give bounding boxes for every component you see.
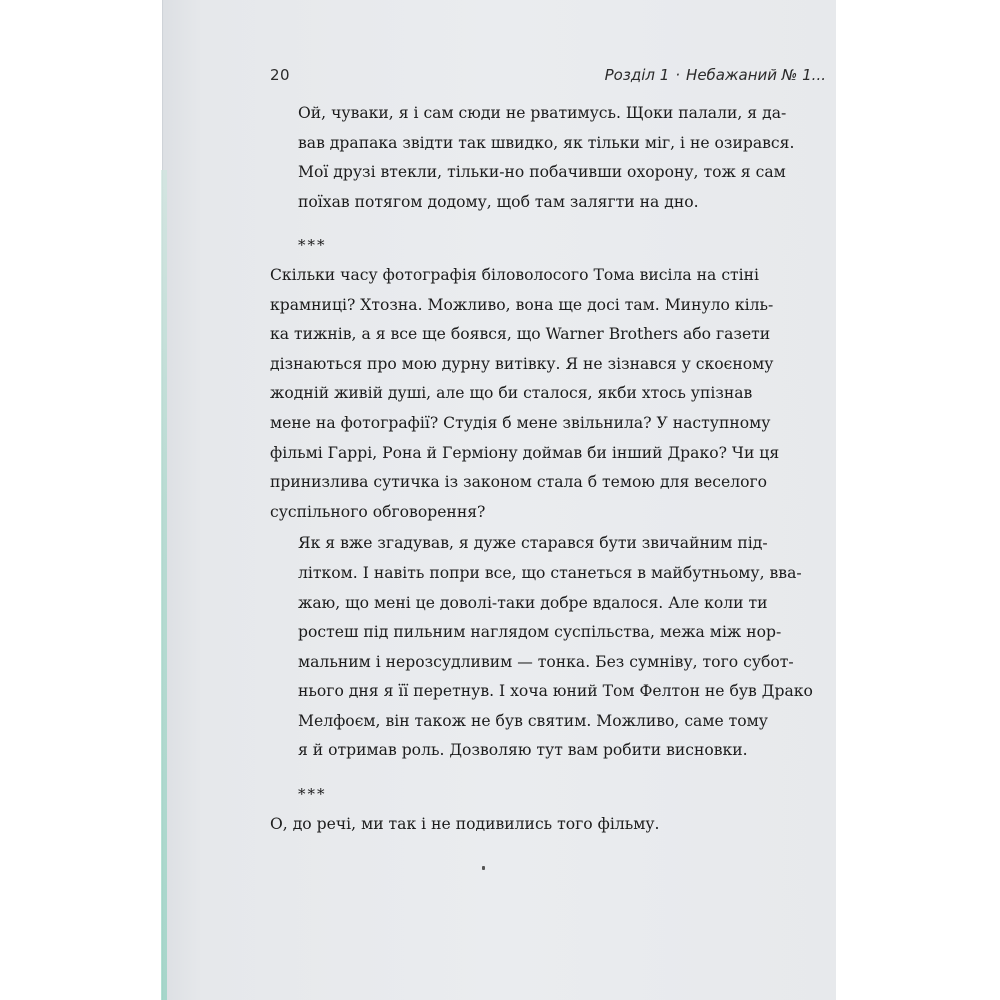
page-header <box>0 0 1000 100</box>
paragraph <box>270 810 742 840</box>
chapter-label: Розділ 1 <box>604 66 670 84</box>
chapter-title: Небажаний № 1... <box>686 66 826 84</box>
text-line: Мелфоєм, він також не був святим. Можливо, саме тому <box>298 711 768 730</box>
text-line: Мої друзі втекли, тільки-но побачивши охорону, тож я сам <box>298 163 786 182</box>
text-line: літком. І навіть попри все, що станеться в майбутньому, вва- <box>298 563 802 582</box>
paragraph <box>270 261 780 527</box>
text-line: нього дня я її перетнув. І хоча юний Том Фелтон не був Драко <box>298 682 813 701</box>
text-line: крамниці? Хтозна. Можливо, вона ще досі там. Минуло кіль- <box>270 295 774 314</box>
text-line: дізнаються про мою дурну витівку. Я не зізнався у скоєному <box>270 354 774 373</box>
body-text <box>270 99 813 839</box>
text-line: фільмі Гаррі, Рона й Герміону доймав би інший Драко? Чи ця <box>270 443 780 462</box>
text-line: О, до речі, ми так і не подивились того фільму. <box>270 814 660 833</box>
text-line: ростеш під пильним наглядом суспільства, межа між нор- <box>298 623 782 642</box>
section-break: *** <box>298 785 327 804</box>
text-line: жаю, що мені це доволі-таки добре вдалося. Але коли ти <box>298 593 768 612</box>
text-line: суспільного обговорення? <box>270 502 486 521</box>
running-head <box>605 66 826 84</box>
text-line: вав драпака звідти так швидко, як тільки міг, і не озирався. <box>298 133 795 152</box>
text-line: жодній живій душі, але що би сталося, якби хтось упізнав <box>270 384 753 403</box>
text-line: ка тижнів, а я все ще боявся, що Warner Brothers або газети <box>270 325 771 344</box>
text-line: Скільки часу фотографія біловолосого Тома висіла на стіні <box>270 265 760 284</box>
paragraph <box>270 529 813 766</box>
page-number: 20 <box>270 66 291 84</box>
text-line: Ой, чуваки, я і сам сюди не рватимусь. Щоки палали, я да- <box>298 104 787 122</box>
text-line: я й отримав роль. Дозволяю тут вам робити висновки. <box>298 741 748 760</box>
print-speck <box>482 866 485 870</box>
page-edge-tint <box>161 170 167 1000</box>
header-separator: · <box>675 66 681 84</box>
text-line: Як я вже згадував, я дуже старався бути звичайним під- <box>298 534 768 553</box>
paragraph <box>270 99 795 217</box>
text-line: мене на фотографії? Студія б мене звільнила? У наступному <box>270 413 771 432</box>
section-break: *** <box>298 236 327 255</box>
text-line: поїхав потягом додому, щоб там залягти на дно. <box>298 192 699 211</box>
text-line: принизлива сутичка із законом стала б темою для веселого <box>270 473 768 492</box>
text-line: мальним і нерозсудливим — тонка. Без сумніву, того субот- <box>298 652 794 671</box>
